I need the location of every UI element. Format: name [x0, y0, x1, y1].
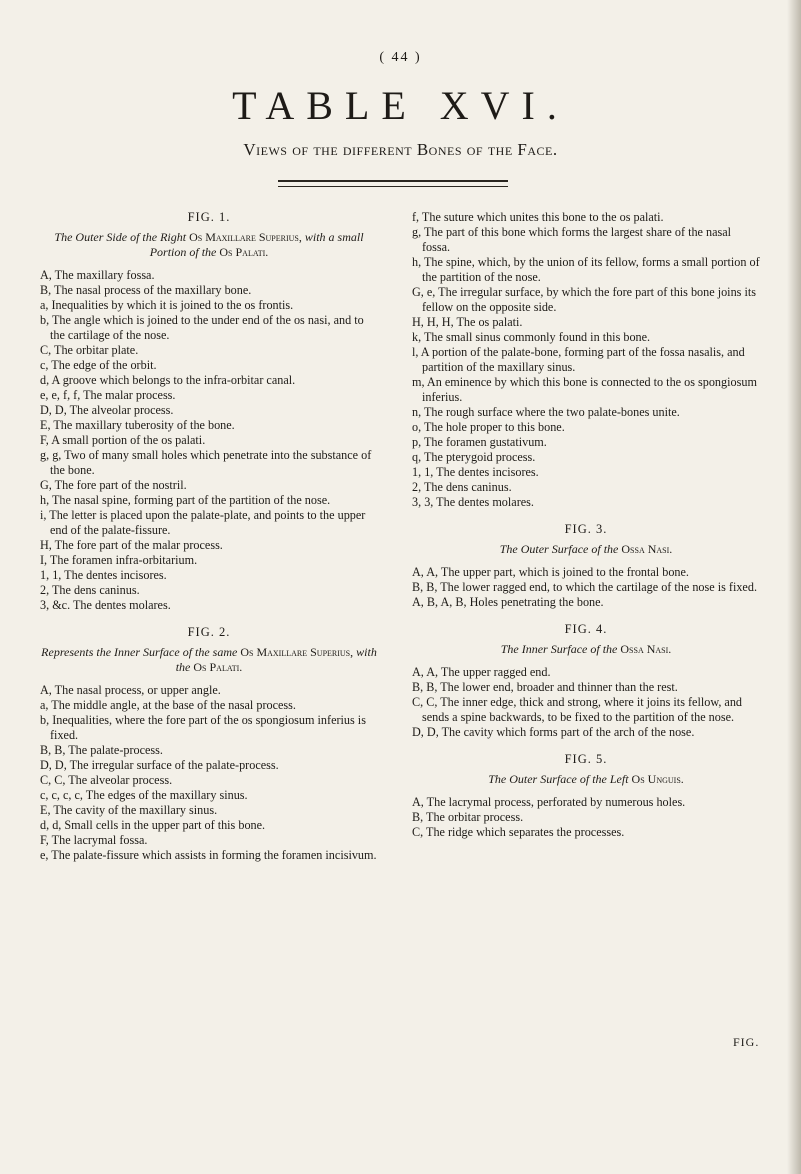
legend-entry: 3, &c. The dentes molares. [40, 598, 171, 612]
legend-entry: a, Inequalities by which it is joined to the os frontis. [40, 298, 294, 312]
figure-heading: FIG. 5. [564, 752, 608, 766]
legend-entry: d, A groove which belongs to the infra-orbitar canal. [40, 373, 296, 387]
legend-entry: F, The lacrymal fossa. [40, 833, 148, 847]
caption-fragment: Ossa Nasi. [620, 642, 672, 656]
legend-entry: h, The spine, which, by the union of its fellow, forms a small portion of the partition of the nose. [412, 255, 760, 284]
page-edge-shadow [787, 0, 801, 1174]
legend-entry: A, A, The upper ragged end. [412, 665, 551, 679]
caption-fragment: with the [175, 645, 377, 674]
legend-entry: A, The maxillary fossa. [40, 268, 155, 282]
legend-entry: B, B, The lower end, broader and thinner than the rest. [412, 680, 678, 694]
legend-entry: D, D, The irregular surface of the palate-process. [40, 758, 279, 772]
title-divider [278, 180, 508, 187]
legend-entry: H, The fore part of the malar process. [40, 538, 223, 552]
legend-entry: i, The letter is placed upon the palate-plate, and points to the upper end of the palate-fissure. [40, 508, 366, 537]
figure-section [40, 210, 378, 613]
legend-entry: 3, 3, The dentes molares. [412, 495, 534, 509]
legend-entry: F, A small portion of the os palati. [40, 433, 206, 447]
legend-entry: l, A portion of the palate-bone, forming part of the fossa nasalis, and partition of the maxillary sinus. [412, 345, 745, 374]
legend-entry: h, The nasal spine, forming part of the partition of the nose. [40, 493, 331, 507]
caption-fragment: The Outer Surface of the [488, 772, 610, 786]
figure-section [412, 522, 760, 610]
caption-fragment: Os Maxillare Superius, [189, 230, 302, 244]
figure-heading: FIG. 2. [187, 625, 231, 639]
legend-entry: C, The orbitar plate. [40, 343, 139, 357]
section-gap [412, 510, 760, 522]
legend-entry: b, The angle which is joined to the under end of the os nasi, and to the cartilage of the nose. [40, 313, 364, 342]
caption-fragment: Left [609, 772, 629, 786]
legend-entry: B, The nasal process of the maxillary bone. [40, 283, 252, 297]
legend-entry: H, H, H, The os palati. [412, 315, 523, 329]
figure-section [412, 622, 760, 740]
legend-entry: g, g, Two of many small holes which penetrate into the substance of the bone. [40, 448, 372, 477]
caption-fragment: Os Palati. [219, 245, 269, 259]
legend-entry: c, c, c, c, The edges of the maxillary sinus. [40, 788, 248, 802]
legend-entry: n, The rough surface where the two palate-bones unite. [412, 405, 680, 419]
legend-entry: e, The palate-fissure which assists in forming the foramen incisivum. [40, 848, 377, 862]
section-gap [412, 610, 760, 622]
legend-entry: k, The small sinus commonly found in this bone. [412, 330, 651, 344]
legend-entry: q, The pterygoid process. [412, 450, 536, 464]
figure-heading: FIG. 1. [187, 210, 231, 224]
catchword: FIG. [733, 1035, 760, 1049]
legend-entry: B, B, The lower ragged end, to which the cartilage of the nose is fixed. [412, 580, 757, 594]
caption-fragment: with a small Portion of the [149, 230, 364, 259]
figure-caption [412, 772, 760, 787]
legend-entry: E, The cavity of the maxillary sinus. [40, 803, 218, 817]
legend-entry: C, C, The inner edge, thick and strong, where it joins its fellow, and sends a spine backwards, to be fixed to the partition of the nose. [412, 695, 743, 724]
caption-fragment: Os Unguis. [631, 772, 684, 786]
figure-caption [412, 542, 760, 557]
legend-entry: A, The lacrymal process, perforated by numerous holes. [412, 795, 686, 809]
legend-entry: p, The foramen gustativum. [412, 435, 547, 449]
caption-fragment: The Outer Side of the Right [54, 230, 190, 244]
figure-caption [40, 645, 378, 675]
legend-entry: m, An eminence by which this bone is connected to the os spongiosum inferius. [412, 375, 757, 404]
legend-entry: c, The edge of the orbit. [40, 358, 157, 372]
page-number: ( 44 ) [379, 50, 422, 65]
page-title: TABLE XVI. [232, 83, 569, 128]
right-column [412, 210, 760, 840]
legend-entry: A, B, A, B, Holes penetrating the bone. [412, 595, 604, 609]
legend-entry: I, The foramen infra-orbitarium. [40, 553, 198, 567]
left-column [40, 210, 378, 863]
legend-entry: A, A, The upper part, which is joined to the frontal bone. [412, 565, 689, 579]
legend-entry: B, The orbitar process. [412, 810, 524, 824]
caption-fragment: Ossa Nasi. [621, 542, 673, 556]
figure-caption [412, 642, 760, 657]
legend-entry: D, D, The alveolar process. [40, 403, 174, 417]
caption-fragment: Os Palati. [193, 660, 243, 674]
legend-entry: G, The fore part of the nostril. [40, 478, 187, 492]
caption-fragment: The Inner Surface of the [500, 642, 621, 656]
figure-section [412, 210, 760, 510]
legend-entry: A, The nasal process, or upper angle. [40, 683, 221, 697]
legend-entry: B, B, The palate-process. [40, 743, 163, 757]
legend-entry: 2, The dens caninus. [40, 583, 140, 597]
legend-entry: G, e, The irregular surface, by which the fore part of this bone joins its fellow on the opposite side. [412, 285, 756, 314]
legend-entry: 1, 1, The dentes incisores. [412, 465, 539, 479]
legend-entry: 1, 1, The dentes incisores. [40, 568, 167, 582]
legend-entry: 2, The dens caninus. [412, 480, 512, 494]
figure-heading: FIG. 4. [564, 622, 608, 636]
caption-fragment: Os Maxillare Superius, [240, 645, 354, 659]
section-gap [412, 740, 760, 752]
figure-caption [40, 230, 378, 260]
legend-entry: a, The middle angle, at the base of the nasal process. [40, 698, 296, 712]
legend-entry: D, D, The cavity which forms part of the arch of the nose. [412, 725, 695, 739]
caption-fragment: The Outer Surface of the [499, 542, 622, 556]
figure-section [412, 752, 760, 840]
legend-entry: g, The part of this bone which forms the largest share of the nasal fossa. [412, 225, 732, 254]
legend-entry: E, The maxillary tuberosity of the bone. [40, 418, 235, 432]
legend-entry: d, d, Small cells in the upper part of this bone. [40, 818, 266, 832]
legend-entry: b, Inequalities, where the fore part of the os spongiosum inferius is fixed. [40, 713, 366, 742]
figure-heading: FIG. 3. [564, 522, 608, 536]
legend-entry: e, e, f, f, The malar process. [40, 388, 176, 402]
legend-entry: C, The ridge which separates the processes. [412, 825, 625, 839]
page-subtitle: Views of the different Bones of the Face. [243, 140, 558, 159]
legend-entry: C, C, The alveolar process. [40, 773, 173, 787]
caption-fragment: Represents the Inner Surface of the same [41, 645, 241, 659]
legend-entry: f, The suture which unites this bone to the os palati. [412, 210, 664, 224]
figure-section [40, 625, 378, 863]
legend-entry: o, The hole proper to this bone. [412, 420, 565, 434]
section-gap [40, 613, 378, 625]
